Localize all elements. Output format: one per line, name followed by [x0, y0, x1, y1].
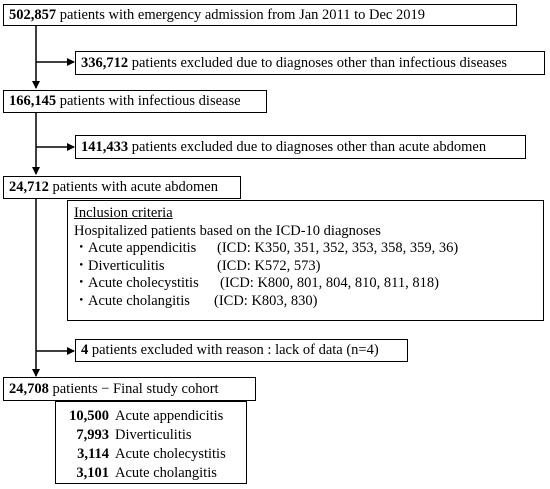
inclusion-criteria-title: Inclusion criteria: [74, 205, 173, 221]
criteria-item: [74, 293, 537, 311]
cohort-row: [56, 464, 246, 483]
step-text: patients with acute abdomen: [52, 179, 218, 195]
final-cohort-box: [3, 377, 256, 401]
bullet: ・: [74, 257, 89, 274]
cohort-count: 3,114: [77, 446, 109, 462]
cohort-count: 10,500: [69, 408, 109, 424]
exclusion-count: 4: [81, 342, 89, 358]
bullet: ・: [74, 240, 89, 257]
step-text: patients with infectious disease: [59, 93, 241, 109]
step-count: 24,708: [9, 380, 49, 397]
cohort-row: [56, 445, 246, 464]
step-text: patients − Final study cohort: [52, 380, 219, 397]
step-box-acute-abdomen: [3, 176, 241, 199]
criteria-item: [74, 258, 537, 276]
cohort-breakdown-box: [55, 401, 247, 484]
cohort-label: Diverticulitis: [115, 427, 192, 443]
step-text: patients with emergency admission from Jan 2011 to Dec 2019: [59, 6, 425, 23]
step-count: 166,145: [9, 93, 57, 109]
criteria-name: Acute appendicitis: [88, 240, 197, 257]
bullet: ・: [74, 292, 89, 309]
step-box-infectious: [3, 90, 267, 113]
cohort-label: Acute cholangitis: [115, 465, 217, 481]
cohort-label: Acute cholecystitis: [115, 446, 226, 462]
exclusion-text: patients excluded with reason : lack of data (n=4): [91, 342, 379, 358]
criteria-item: [74, 275, 537, 293]
bullet: ・: [74, 275, 89, 292]
exclusion-count: 336,712: [81, 54, 129, 71]
step-count: 502,857: [9, 6, 57, 23]
criteria-name: Diverticulitis: [88, 257, 165, 274]
exclusion-box-non-abdomen: [75, 135, 526, 159]
criteria-code: (ICD: K350, 351, 352, 353, 358, 359, 36): [217, 240, 459, 257]
cohort-label: Acute appendicitis: [115, 408, 224, 424]
inclusion-criteria-box: [67, 200, 544, 321]
exclusion-count: 141,433: [81, 138, 129, 155]
criteria-code: (ICD: K800, 801, 804, 810, 811, 818): [220, 275, 439, 292]
exclusion-box-lack-of-data: [75, 339, 408, 362]
criteria-item: [74, 240, 537, 258]
exclusion-box-non-infectious: [75, 51, 545, 75]
criteria-name: Acute cholangitis: [88, 292, 190, 309]
exclusion-text: patients excluded due to diagnoses other than acute abdomen: [131, 138, 487, 155]
exclusion-text: patients excluded due to diagnoses other than infectious diseases: [131, 54, 508, 71]
cohort-row: [56, 426, 246, 445]
criteria-code: (ICD: K803, 830): [214, 292, 318, 309]
cohort-row: [56, 407, 246, 426]
step-count: 24,712: [9, 179, 49, 195]
cohort-count: 3,101: [76, 465, 109, 481]
step-box-admissions: [3, 4, 517, 26]
cohort-count: 7,993: [76, 427, 109, 443]
criteria-code: (ICD: K572, 573): [217, 257, 321, 274]
inclusion-criteria-subtitle: Hospitalized patients based on the ICD-10 diagnoses: [74, 222, 381, 239]
criteria-name: Acute cholecystitis: [88, 275, 199, 292]
